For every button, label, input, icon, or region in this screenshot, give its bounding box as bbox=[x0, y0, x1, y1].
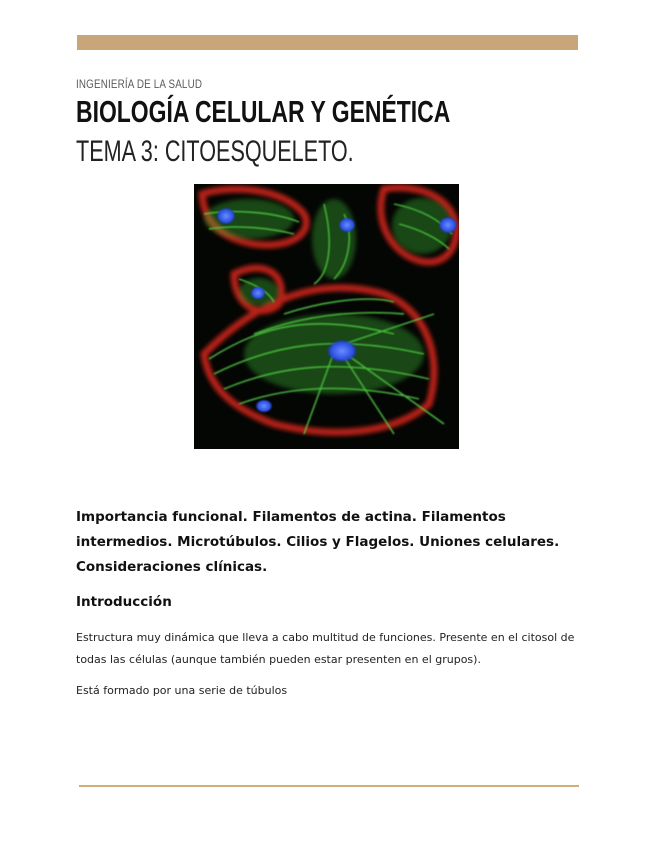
section-heading-introduccion: Introducción bbox=[76, 594, 172, 610]
intro-paragraph-2: Está formado por una serie de túbulos bbox=[76, 684, 288, 697]
footer-rule bbox=[79, 785, 579, 787]
document-subtitle: TEMA 3: CITOESQUELETO. bbox=[76, 135, 354, 168]
cytoskeleton-micrograph bbox=[194, 184, 459, 449]
document-title: BIOLOGÍA CELULAR Y GENÉTICA bbox=[76, 94, 451, 129]
topics-summary: Importancia funcional. Filamentos de actina. Filamentos intermedios. Microtúbulos. Cilios y Flagelos. Uniones celulares. Consideraciones clínicas. bbox=[76, 509, 560, 575]
intro-paragraph-1: Estructura muy dinámica que lleva a cabo multitud de funciones. Presente en el citosol de todas las células (aunque también pueden estar presenten en el grupos). bbox=[76, 631, 575, 666]
micrograph-image bbox=[194, 184, 459, 449]
course-kicker: INGENIERÍA DE LA SALUD bbox=[76, 77, 203, 91]
header-accent-bar bbox=[77, 35, 578, 50]
